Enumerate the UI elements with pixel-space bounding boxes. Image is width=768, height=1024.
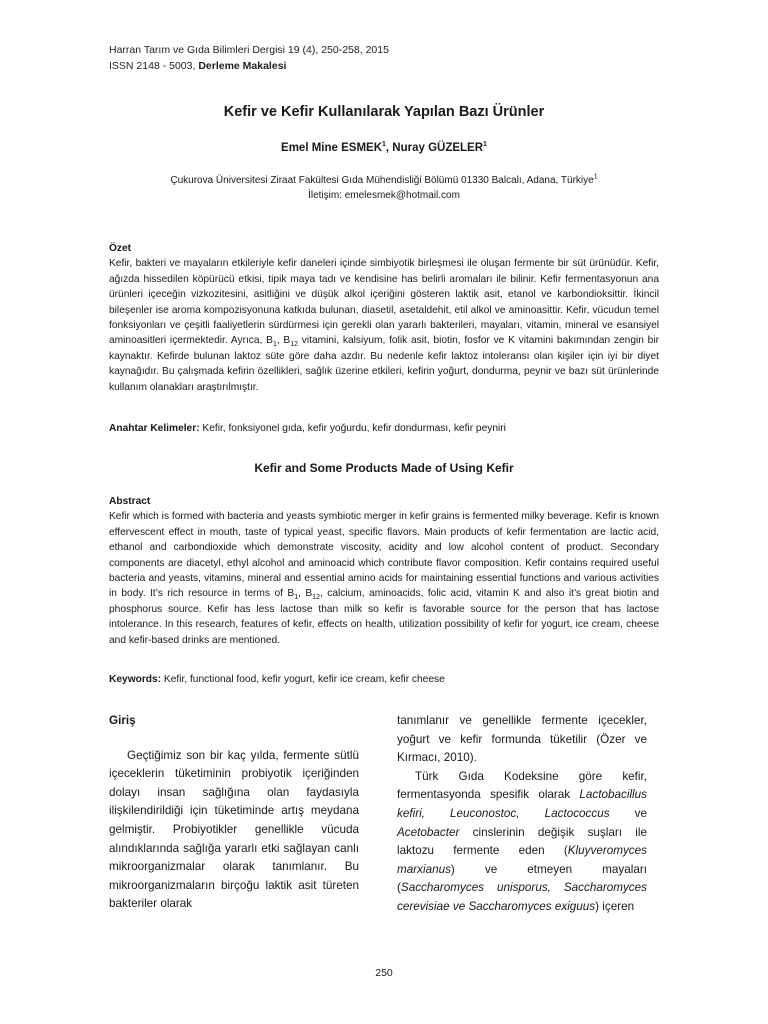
abstract-sub-1: 1 bbox=[294, 594, 299, 602]
p2-species-f: Kluyveromyces marxianus bbox=[397, 844, 647, 876]
giris-paragraph-2 bbox=[397, 768, 647, 917]
paper-title-en: Kefir and Some Products Made of Using Kefir bbox=[254, 461, 514, 475]
paper-title-tr: Kefir ve Kefir Kullanılarak Yapılan Bazı Ürünler bbox=[223, 104, 545, 120]
issn: ISSN 2148 - 5003, bbox=[109, 60, 199, 72]
p2-text-g: ) ve etmeyen mayaları ( bbox=[397, 862, 647, 895]
p2-text-c: ve bbox=[609, 806, 647, 820]
ozet-sub-2: 12 bbox=[290, 341, 299, 349]
affiliation-sup: 1 bbox=[593, 173, 598, 181]
issn-line bbox=[109, 58, 389, 74]
giris-paragraph-1: Geçtiğimiz son bir kaç yılda, fermente sütlü içeceklerin tüketiminin probiyotik içeriğinden dolayı insan sağlığına olan faydasıyla ilişkilendirildiği için tüketiminde artış meydana gelmiştir. Probiyotikler genellikle vücuda alındıklarında sağlığa yararlı etki sağlayan canlı mikroorganizmalar olarak tanımlanır. Bu mikroorganizmaların birçoğu laktik asit türeten bakteriler olarak bbox=[109, 748, 359, 911]
p2-species-d: Acetobacter bbox=[397, 825, 460, 839]
anahtar-text: Kefir, fonksiyonel gıda, kefir yoğurdu, kefir dondurması, kefir peyniri bbox=[199, 423, 506, 434]
ozet-text-2: , B bbox=[276, 335, 291, 347]
giris-paragraph-1-cont: tanımlanır ve genellikle fermente içecekler, yoğurt ve kefir formunda tüketilir (Özer ve Kırmacı, 2010). bbox=[397, 714, 647, 765]
ozet-sub-1: 1 bbox=[272, 341, 277, 349]
ozet-text-1: Kefir, bakteri ve mayaların etkileriyle kefir daneleri içinde simbiyotik birleşmesi ile oluşan fermente bir süt ürünüdür. Kefir, ağızda hissedilen köpürücü etkisi, tipik maya tadı ve kendisine has belirli aromaları ile bilinir. Kefir fermentasyonun ana ürünleri içeceğin vizkozitesini, asitliğini ve düşük alkol içeriğini gösteren laktik asit, etanol ve karbondioksittir. İkincil bileşenler ise aroma kompozisyonuna katkıda bulunan, diasetil, asetaldehit, etil alkol ve aminoasittir. Kefir, vücudun temel fonksiyonları ve çeşitli faaliyetlerin sürdürmesi için gerekli olan yararlı bakterileri, mayaları, vitamin, mineral ve esansiyel aminoasitleri içermektedir. Ayrıca, B bbox=[109, 258, 659, 347]
affiliation bbox=[0, 173, 768, 203]
ozet-text-3: vitamini, kalsiyum, folik asit, biotin, fosfor ve K vitamini bakımından zengin bir kaynaktır. Kefirde bulunan laktoz süte göre daha azdır. Bu nedenle kefir laktoz intoleransı olan kişiler için iyi bir diyet kaynağıdır. Bu çalışmada kefirin özellikleri, sağlık üzerine etkileri, kefirin yoğurt, dondurma, peynir ve bazı süt ürünlerinde kullanım olanakları araştırılmıştır. bbox=[109, 335, 659, 393]
p2-text-e: cinslerinin değişik suşları ile laktozu fermente eden ( bbox=[397, 825, 647, 858]
affiliation-line bbox=[0, 173, 768, 188]
abstract-section bbox=[109, 494, 659, 648]
author-separator: , bbox=[385, 142, 393, 154]
anahtar-kelimeler bbox=[109, 421, 659, 436]
journal-line: Harran Tarım ve Gıda Bilimleri Dergisi 19 (4), 250-258, 2015 bbox=[109, 44, 389, 56]
journal-header bbox=[109, 42, 389, 74]
abstract-text-1: Kefir which is formed with bacteria and yeasts symbiotic merger in kefir grains is fermented milky beverage. Kefir is known effervescent effect in mouth, taste of typical yeast, specific flavors. Main products of kefir fermentation are lactic acid, ethanol and carbondioxide which demonstrate viscosity, acidity and low alcohol content of product. Secondary components are diacetyl, ethyl alcohol and aminoacid which contribute flavor composition. Kefir contains required useful bacteria and yeasts, vitamins, mineral and essential amino acids for maintaining essential functions and various activities in body. It’s rich resource in terms of B bbox=[109, 511, 659, 600]
abstract-text-2: , B bbox=[298, 588, 313, 600]
p2-text-a: Türk Gıda Kodeksine göre kefir, fermentasyonda spesifik olarak bbox=[397, 769, 647, 802]
abstract-text-3: , calcium, aminoacids, folic acid, vitamin K and also it’s great biotin and phosphorus source. Kefir has less lactose than milk so kefir is favorable source for the person that has lactose intolerance. In this research, features of kefir, effects on health, utilization possibility of kefir for yogurt, ice cream, cheese and kefir-based drinks are mentioned. bbox=[109, 588, 660, 646]
p2-species-a: Lactobacillus kefiri, Leuconostoc, Lactococcus bbox=[397, 788, 647, 820]
ozet-body bbox=[109, 256, 659, 395]
article-type: Derleme Makalesi bbox=[198, 60, 287, 72]
author-1: Emel Mine ESMEK bbox=[281, 142, 382, 154]
p2-species-h: Saccharomyces unisporus, Saccharomyces cerevisiae ve Saccharomyces exiguus bbox=[397, 881, 647, 913]
ozet-heading: Özet bbox=[109, 243, 132, 254]
right-column bbox=[397, 712, 647, 917]
contact-email: İletişim: emelesmek@hotmail.com bbox=[308, 190, 460, 201]
abstract-heading: Abstract bbox=[109, 496, 151, 507]
abstract-body bbox=[109, 509, 659, 648]
keywords-text: Kefir, functional food, kefir yogurt, kefir ice cream, kefir cheese bbox=[161, 674, 445, 685]
author-list bbox=[0, 142, 768, 154]
keywords-label: Keywords: bbox=[109, 674, 162, 685]
p2-text-i: ) içeren bbox=[595, 899, 635, 913]
ozet-section bbox=[109, 241, 659, 395]
page-number: 250 bbox=[375, 967, 393, 979]
anahtar-label: Anahtar Kelimeler: bbox=[109, 423, 200, 434]
left-column bbox=[109, 712, 359, 914]
author-1-sup: 1 bbox=[382, 141, 386, 149]
giris-heading: Giriş bbox=[109, 714, 136, 727]
author-2-sup: 1 bbox=[483, 141, 487, 149]
author-2: Nuray GÜZELER bbox=[392, 142, 484, 154]
keywords bbox=[109, 672, 659, 687]
affiliation-text: Çukurova Üniversitesi Ziraat Fakültesi Gıda Mühendisliği Bölümü 01330 Balcalı, Adana, Türkiye bbox=[170, 175, 594, 186]
abstract-sub-2: 12 bbox=[312, 594, 320, 602]
